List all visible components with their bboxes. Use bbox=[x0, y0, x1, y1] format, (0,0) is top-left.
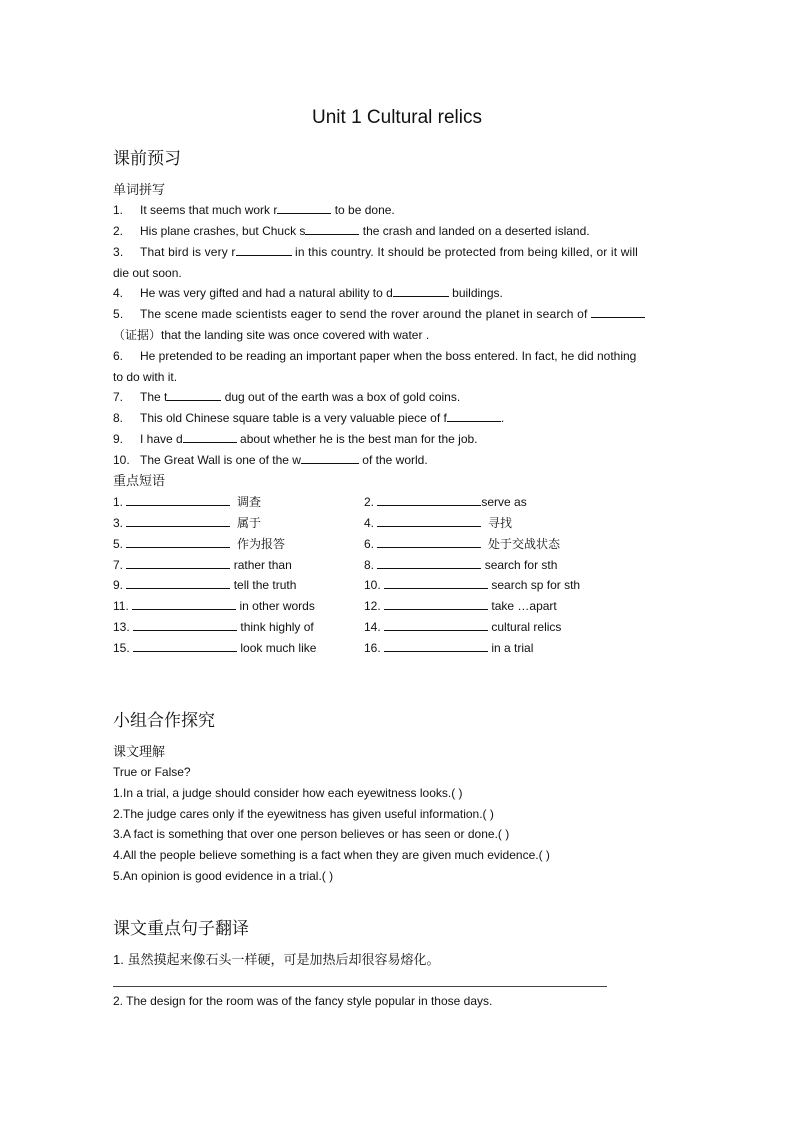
phrase-item: 14. cultural relics bbox=[364, 620, 562, 634]
spelling-item: 9. I have d about whether he is the best man for the job. bbox=[113, 432, 478, 446]
answer-blank[interactable] bbox=[126, 515, 230, 527]
answer-blank[interactable] bbox=[384, 619, 488, 631]
phrase-item: 2. serve as bbox=[364, 495, 527, 509]
answer-blank[interactable] bbox=[377, 494, 481, 506]
spelling-item: 1. It seems that much work r to be done. bbox=[113, 203, 395, 217]
phrase-item: 15. look much like bbox=[113, 641, 317, 655]
spelling-item: 2. His plane crashes, but Chuck s the crash and landed on a deserted island. bbox=[113, 224, 590, 238]
phrase-item: 11. in other words bbox=[113, 599, 315, 613]
phrase-item: 7. rather than bbox=[113, 558, 292, 572]
answer-blank[interactable] bbox=[377, 557, 481, 569]
spelling-item-continuation: die out soon. bbox=[113, 266, 182, 280]
translation-item: 2. The design for the room was of the fancy style popular in those days. bbox=[113, 994, 493, 1008]
phrase-item: 13. think highly of bbox=[113, 620, 314, 634]
answer-blank[interactable] bbox=[305, 223, 359, 235]
spelling-item: 8. This old Chinese square table is a very valuable piece of f . bbox=[113, 411, 505, 425]
answer-blank[interactable] bbox=[133, 640, 237, 652]
answer-blank[interactable] bbox=[384, 640, 488, 652]
tf-statement: 4.All the people believe something is a fact when they are given much evidence.( ) bbox=[113, 848, 550, 862]
phrase-item: 5. 作为报答 bbox=[113, 537, 286, 551]
spelling-item: 10. The Great Wall is one of the w of the world. bbox=[113, 453, 428, 467]
answer-blank[interactable] bbox=[126, 577, 230, 589]
answer-blank[interactable] bbox=[236, 244, 292, 256]
spelling-item-continuation: （证据）that the landing site was once covered with water . bbox=[113, 328, 430, 342]
spelling-item: 5. The scene made scientists eager to send the rover around the planet in search of bbox=[113, 306, 645, 323]
subheading-spelling: 单词拼写 bbox=[113, 182, 166, 197]
answer-blank[interactable] bbox=[126, 557, 230, 569]
answer-blank[interactable] bbox=[126, 494, 230, 506]
tf-statement: 5.An opinion is good evidence in a trial.( ) bbox=[113, 869, 334, 883]
section-heading-preview: 课前预习 bbox=[113, 149, 181, 168]
answer-blank[interactable] bbox=[447, 410, 501, 422]
phrase-item: 6. 处于交战状态 bbox=[364, 537, 561, 551]
spelling-item: 3. That bird is very r in this country. It should be protected from being killed, or it will bbox=[113, 245, 638, 259]
answer-blank[interactable] bbox=[377, 536, 481, 548]
answer-blank[interactable] bbox=[384, 598, 488, 610]
answer-blank[interactable] bbox=[183, 431, 237, 443]
spelling-item: 7. The t dug out of the earth was a box of gold coins. bbox=[113, 390, 461, 404]
phrase-item: 8. search for sth bbox=[364, 558, 558, 572]
answer-blank[interactable] bbox=[132, 598, 236, 610]
phrase-item: 1. 调查 bbox=[113, 495, 262, 509]
section-heading-translation: 课文重点句子翻译 bbox=[113, 919, 249, 938]
answer-blank[interactable] bbox=[277, 202, 331, 214]
answer-blank[interactable] bbox=[591, 306, 645, 318]
spelling-item: 4. He was very gifted and had a natural ability to d buildings. bbox=[113, 286, 503, 300]
answer-blank[interactable] bbox=[133, 619, 237, 631]
phrase-item: 9. tell the truth bbox=[113, 578, 297, 592]
phrase-item: 3. 属于 bbox=[113, 516, 262, 530]
tf-statement: 3.A fact is something that over one person believes or has seen or done.( ) bbox=[113, 827, 510, 841]
phrase-item: 4. 寻找 bbox=[364, 516, 513, 530]
page-title: Unit 1 Cultural relics bbox=[312, 107, 482, 128]
answer-blank[interactable] bbox=[126, 536, 230, 548]
section-heading-group-inquiry: 小组合作探究 bbox=[113, 711, 215, 730]
translation-item: 1. 虽然摸起来像石头一样硬，可是加热后却很容易熔化。 bbox=[113, 952, 440, 967]
subheading-text-comprehension: 课文理解 bbox=[113, 744, 166, 759]
phrase-item: 16. in a trial bbox=[364, 641, 534, 655]
answer-blank[interactable] bbox=[393, 285, 449, 297]
answer-blank[interactable] bbox=[377, 515, 481, 527]
answer-blank[interactable] bbox=[167, 389, 221, 401]
phrase-item: 12. take …apart bbox=[364, 599, 557, 613]
tf-statement: 2.The judge cares only if the eyewitness has given useful information.( ) bbox=[113, 807, 494, 821]
answer-blank[interactable] bbox=[384, 577, 488, 589]
spelling-item: 6. He pretended to be reading an important paper when the boss entered. In fact, he did nothing bbox=[113, 349, 637, 363]
spelling-item-continuation: to do with it. bbox=[113, 370, 178, 384]
translation-answer-line[interactable] bbox=[113, 986, 607, 987]
true-false-label: True or False? bbox=[113, 765, 191, 779]
phrase-item: 10. search sp for sth bbox=[364, 578, 581, 592]
tf-statement: 1.In a trial, a judge should consider how each eyewitness looks.( ) bbox=[113, 786, 463, 800]
answer-blank[interactable] bbox=[301, 452, 359, 464]
subheading-phrases: 重点短语 bbox=[113, 473, 166, 488]
